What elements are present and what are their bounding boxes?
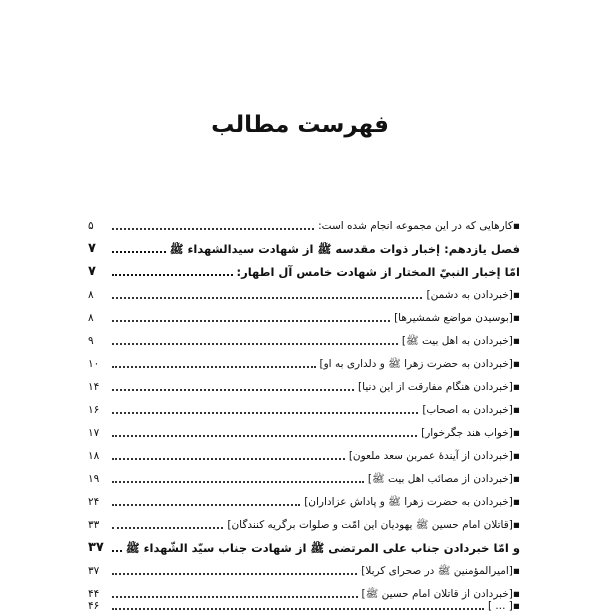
toc-entry[interactable] — [88, 371, 520, 394]
toc-entry[interactable] — [88, 601, 520, 613]
toc-entry[interactable] — [88, 463, 520, 486]
toc-entry-page: ۱۴ — [88, 381, 100, 393]
toc-entry-label: ▪[خبردادن به حضرت زهرا ﷺ و دلداری به او] — [319, 358, 520, 370]
toc-entry[interactable] — [88, 417, 520, 440]
toc-leader-dots — [112, 582, 358, 598]
toc-leader-dots — [112, 467, 364, 483]
toc-leader-dots — [112, 398, 418, 414]
toc-entry-page: ۱۹ — [88, 473, 100, 485]
toc-entry-label: و امّا خبردادن جناب علی المرتضی ﷺ از شهادت جناب سیّد الشّهداء ﷺ — [125, 541, 520, 555]
toc-entry-page: ۳۷ — [88, 565, 100, 577]
toc-entry-label: ▪[خبردادن به اصحاب] — [422, 404, 520, 416]
toc-leader-dots — [112, 536, 122, 552]
toc-entry[interactable] — [88, 210, 520, 233]
table-of-contents — [88, 210, 520, 613]
toc-section-entry[interactable] — [88, 532, 520, 555]
toc-entry[interactable] — [88, 279, 520, 302]
toc-entry[interactable] — [88, 578, 520, 601]
toc-leader-dots — [112, 260, 233, 276]
toc-leader-dots — [112, 421, 417, 437]
toc-leader-dots — [112, 490, 300, 506]
toc-leader-dots — [112, 375, 354, 391]
toc-leader-dots — [112, 513, 223, 529]
toc-entry-page: ۱۷ — [88, 427, 100, 439]
toc-leader-dots — [112, 306, 390, 322]
page-title: فهرست مطالب — [211, 112, 389, 138]
toc-leader-dots — [112, 283, 422, 299]
toc-entry-label: ▪[خبردادن از مصائب اهل بیت ﷺ] — [367, 473, 520, 485]
toc-entry[interactable] — [88, 509, 520, 532]
toc-entry-label: ▪[خبردادن هنگام مفارقت از این دنیا] — [358, 381, 520, 393]
toc-leader-dots — [112, 237, 166, 253]
toc-entry[interactable] — [88, 394, 520, 417]
toc-entry-page: ۲۴ — [88, 496, 100, 508]
toc-leader-dots — [112, 214, 314, 230]
toc-entry-label: امّا إخبار النبيّ المختار از شهادت خامس آل اطهار: — [236, 265, 520, 279]
toc-entry-label: ▪[قاتلان امام حسین ﷺ یهودیان این امّت و صلوات برگریه کنندگان] — [227, 519, 520, 531]
toc-entry-page: ۴۶ — [88, 601, 100, 612]
toc-entry-label: ▪[ ... ] — [488, 601, 520, 612]
toc-entry-page: ۸ — [88, 289, 94, 301]
toc-entry-label: ▪کارهایی که در این مجموعه انجام شده است: — [318, 220, 520, 232]
toc-chapter-entry[interactable] — [88, 233, 520, 256]
toc-entry-label: ▪[خبردادن از قاتلان امام حسین ﷺ] — [361, 588, 520, 600]
toc-entry-page: ۱۸ — [88, 450, 100, 462]
toc-entry[interactable] — [88, 348, 520, 371]
toc-entry-page: ۴۴ — [88, 588, 100, 600]
toc-entry-label: ▪[بوسیدن مواضع شمشیرها] — [394, 312, 520, 324]
toc-entry[interactable] — [88, 440, 520, 463]
toc-entry-label: ▪[خبردادن به حضرت زهرا ﷺ و پاداش عزاداران] — [304, 496, 520, 508]
toc-entry-page: ۱۶ — [88, 404, 100, 416]
toc-leader-dots — [112, 352, 316, 368]
toc-entry[interactable] — [88, 325, 520, 348]
toc-entry-page: ۷ — [88, 241, 96, 256]
toc-entry-page: ۷ — [88, 264, 96, 279]
toc-entry[interactable] — [88, 302, 520, 325]
toc-section-entry[interactable] — [88, 256, 520, 279]
toc-leader-dots — [112, 444, 345, 460]
toc-leader-dots — [112, 329, 398, 345]
toc-entry-label: ▪[امیرالمؤمنین ﷺ در صحرای کربلا] — [361, 565, 520, 577]
toc-entry-page: ۳۳ — [88, 519, 100, 531]
toc-leader-dots — [112, 601, 484, 610]
toc-entry-page: ۹ — [88, 335, 94, 347]
toc-entry-label: فصل یازدهم: إخبار ذوات مقدسه ﷺ از شهادت سیدالشهداء ﷺ — [169, 242, 520, 256]
toc-leader-dots — [112, 559, 357, 575]
toc-entry-label: ▪[خبردادن از آیندهٔ عمربن سعد ملعون] — [348, 450, 520, 462]
toc-entry-page: ۵ — [88, 220, 94, 232]
toc-entry-page: ۳۷ — [88, 540, 104, 555]
toc-entry-label: ▪[خواب هند جگرخوار] — [421, 427, 520, 439]
toc-entry-page: ۱۰ — [88, 358, 100, 370]
toc-entry[interactable] — [88, 486, 520, 509]
toc-entry-page: ۸ — [88, 312, 94, 324]
toc-entry-label: ▪[خبردادن به دشمن] — [426, 289, 520, 301]
toc-entry[interactable] — [88, 555, 520, 578]
toc-entry-label: ▪[خبردادن به اهل بیت ﷺ] — [401, 335, 520, 347]
